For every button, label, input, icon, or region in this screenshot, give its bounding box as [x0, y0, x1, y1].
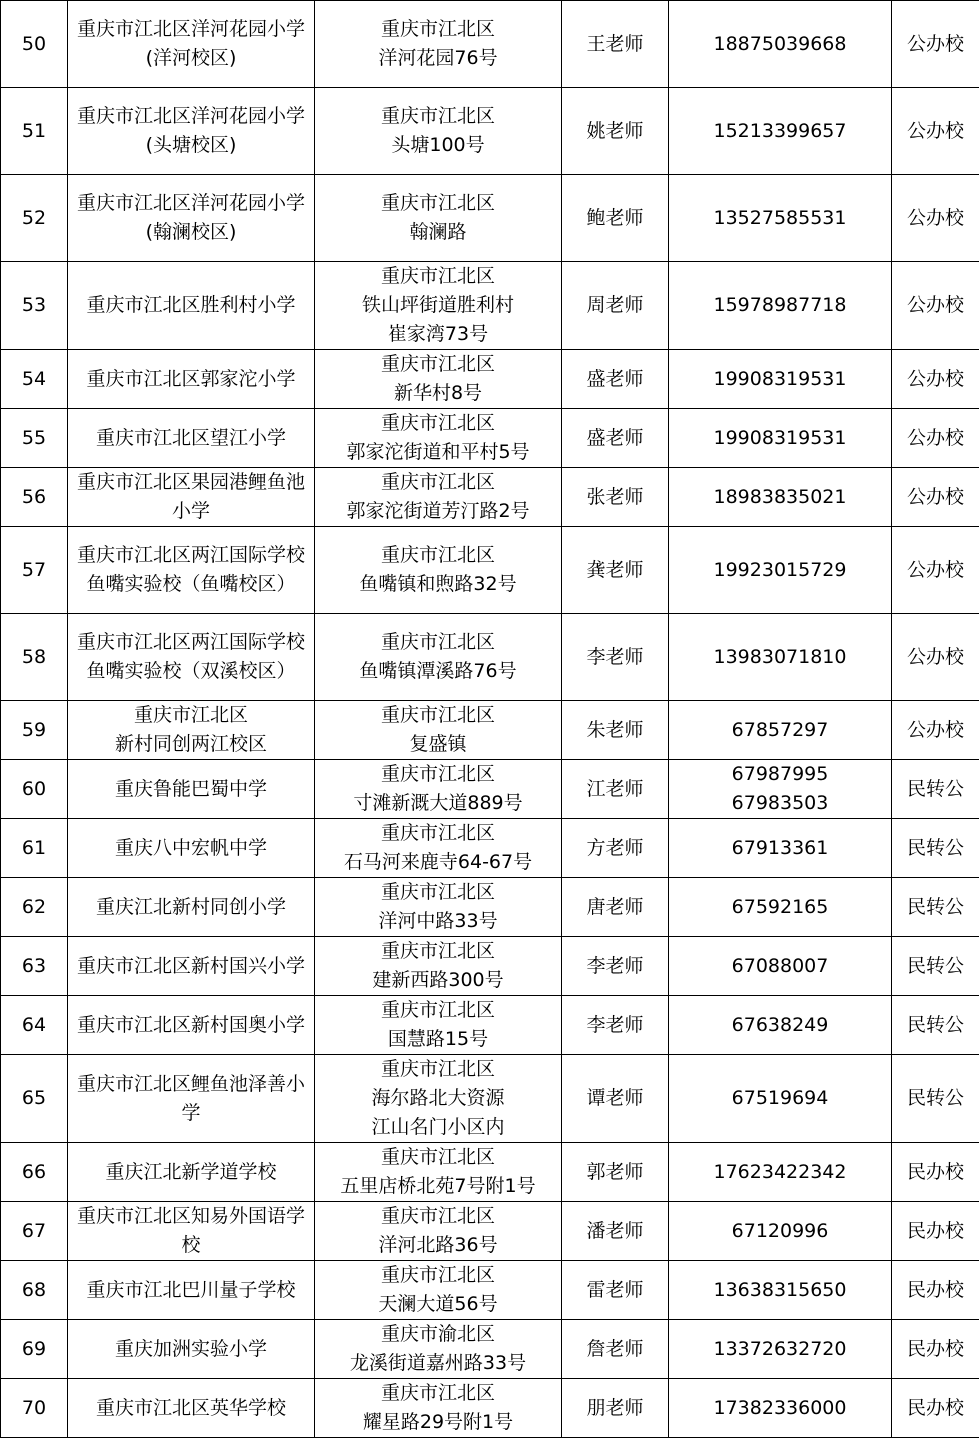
phone-number — [669, 996, 892, 1055]
phone-number — [669, 409, 892, 468]
school-name-line: 重庆市江北区胜利村小学 — [70, 291, 312, 320]
school-name-line: 重庆市江北区两江国际学校 — [70, 541, 312, 570]
table-row — [1, 468, 979, 527]
school-type: 民转公 — [892, 819, 979, 878]
phone-number — [669, 819, 892, 878]
school-address — [315, 1261, 562, 1320]
school-type: 公办校 — [892, 350, 979, 409]
phone-line: 13983071810 — [671, 643, 889, 672]
address-line: 重庆市江北区 — [317, 541, 559, 570]
row-number: 60 — [1, 760, 68, 819]
address-line: 建新西路300号 — [317, 966, 559, 995]
contact-person: 朱老师 — [562, 701, 669, 760]
phone-line: 15213399657 — [671, 117, 889, 146]
address-line: 郭家沱街道和平村5号 — [317, 438, 559, 467]
school-name-line: 重庆江北新村同创小学 — [70, 893, 312, 922]
phone-line: 19923015729 — [671, 556, 889, 585]
address-line: 重庆市江北区 — [317, 760, 559, 789]
phone-number — [669, 175, 892, 262]
contact-person: 王老师 — [562, 1, 669, 88]
phone-number — [669, 88, 892, 175]
address-line: 海尔路北大资源 — [317, 1084, 559, 1113]
address-line: 重庆市江北区 — [317, 819, 559, 848]
school-name — [68, 878, 315, 937]
phone-line: 13527585531 — [671, 204, 889, 233]
table-row — [1, 1320, 979, 1379]
contact-person: 盛老师 — [562, 409, 669, 468]
address-line: 国慧路15号 — [317, 1025, 559, 1054]
address-line: 重庆市江北区 — [317, 1379, 559, 1408]
phone-number — [669, 937, 892, 996]
school-address — [315, 527, 562, 614]
address-line: 重庆市江北区 — [317, 1055, 559, 1084]
school-name — [68, 937, 315, 996]
table-row — [1, 701, 979, 760]
address-line: 洋河北路36号 — [317, 1231, 559, 1260]
row-number: 50 — [1, 1, 68, 88]
school-name-line: 重庆市江北区 — [70, 701, 312, 730]
row-number: 63 — [1, 937, 68, 996]
school-address — [315, 1143, 562, 1202]
school-name-line: 新村同创两江校区 — [70, 730, 312, 759]
address-line: 郭家沱街道芳汀路2号 — [317, 497, 559, 526]
phone-line: 13638315650 — [671, 1276, 889, 1305]
address-line: 耀星路29号附1号 — [317, 1408, 559, 1437]
table-row — [1, 996, 979, 1055]
school-address — [315, 878, 562, 937]
school-address — [315, 1320, 562, 1379]
phone-line: 67983503 — [671, 789, 889, 818]
address-line: 新华村8号 — [317, 379, 559, 408]
address-line: 五里店桥北苑7号附1号 — [317, 1172, 559, 1201]
phone-number — [669, 468, 892, 527]
school-address — [315, 262, 562, 350]
school-name-line: 重庆市江北区郭家沱小学 — [70, 365, 312, 394]
phone-number — [669, 760, 892, 819]
row-number: 68 — [1, 1261, 68, 1320]
phone-number — [669, 1261, 892, 1320]
phone-line: 19908319531 — [671, 365, 889, 394]
row-number: 58 — [1, 614, 68, 701]
phone-number — [669, 1320, 892, 1379]
school-name — [68, 1320, 315, 1379]
school-name-line: 重庆市江北区望江小学 — [70, 424, 312, 453]
school-type: 民办校 — [892, 1379, 979, 1438]
school-name — [68, 350, 315, 409]
school-name — [68, 88, 315, 175]
school-name-line: 鱼嘴实验校（鱼嘴校区） — [70, 570, 312, 599]
phone-line: 67088007 — [671, 952, 889, 981]
school-name-line: 学 — [70, 1099, 312, 1128]
phone-number — [669, 1202, 892, 1261]
school-name — [68, 760, 315, 819]
table-row — [1, 1261, 979, 1320]
school-type: 公办校 — [892, 701, 979, 760]
school-name-line: 重庆市江北区知易外国语学 — [70, 1202, 312, 1231]
phone-number — [669, 350, 892, 409]
address-line: 重庆市江北区 — [317, 628, 559, 657]
contact-person: 唐老师 — [562, 878, 669, 937]
school-address — [315, 614, 562, 701]
school-name-line: 重庆市江北区英华学校 — [70, 1394, 312, 1423]
contact-person: 郭老师 — [562, 1143, 669, 1202]
contact-person: 谭老师 — [562, 1055, 669, 1143]
row-number: 56 — [1, 468, 68, 527]
address-line: 洋河中路33号 — [317, 907, 559, 936]
school-address — [315, 1055, 562, 1143]
school-address — [315, 937, 562, 996]
table-row — [1, 1379, 979, 1438]
table-row — [1, 614, 979, 701]
contact-person: 江老师 — [562, 760, 669, 819]
school-address — [315, 468, 562, 527]
contact-person: 姚老师 — [562, 88, 669, 175]
phone-number — [669, 878, 892, 937]
phone-line: 15978987718 — [671, 291, 889, 320]
row-number: 67 — [1, 1202, 68, 1261]
address-line: 崔家湾73号 — [317, 320, 559, 349]
school-address — [315, 701, 562, 760]
phone-number — [669, 1055, 892, 1143]
school-type: 公办校 — [892, 468, 979, 527]
address-line: 天澜大道56号 — [317, 1290, 559, 1319]
address-line: 洋河花园76号 — [317, 44, 559, 73]
phone-line: 18875039668 — [671, 30, 889, 59]
school-address — [315, 819, 562, 878]
phone-number — [669, 1143, 892, 1202]
row-number: 57 — [1, 527, 68, 614]
address-line: 重庆市江北区 — [317, 701, 559, 730]
school-type: 民办校 — [892, 1320, 979, 1379]
address-line: 重庆市江北区 — [317, 1202, 559, 1231]
table-row — [1, 1, 979, 88]
table-row — [1, 819, 979, 878]
phone-line: 19908319531 — [671, 424, 889, 453]
school-type: 民转公 — [892, 760, 979, 819]
phone-line: 13372632720 — [671, 1335, 889, 1364]
phone-line: 67987995 — [671, 760, 889, 789]
table-body — [1, 1, 979, 1438]
table-row — [1, 1143, 979, 1202]
contact-person: 雷老师 — [562, 1261, 669, 1320]
school-name — [68, 409, 315, 468]
school-name — [68, 1261, 315, 1320]
row-number: 69 — [1, 1320, 68, 1379]
school-name — [68, 468, 315, 527]
school-name-line: (翰澜校区) — [70, 218, 312, 247]
contact-person: 龚老师 — [562, 527, 669, 614]
phone-line: 18983835021 — [671, 483, 889, 512]
address-line: 重庆市江北区 — [317, 102, 559, 131]
school-name-line: 重庆八中宏帆中学 — [70, 834, 312, 863]
row-number: 61 — [1, 819, 68, 878]
phone-line: 67857297 — [671, 716, 889, 745]
contact-person: 李老师 — [562, 937, 669, 996]
school-type: 民转公 — [892, 996, 979, 1055]
phone-number — [669, 614, 892, 701]
address-line: 重庆市江北区 — [317, 350, 559, 379]
address-line: 重庆市江北区 — [317, 937, 559, 966]
table-row — [1, 350, 979, 409]
address-line: 重庆市江北区 — [317, 409, 559, 438]
address-line: 重庆市江北区 — [317, 1261, 559, 1290]
address-line: 铁山坪街道胜利村 — [317, 291, 559, 320]
school-address — [315, 1202, 562, 1261]
phone-line: 67120996 — [671, 1217, 889, 1246]
address-line: 重庆市江北区 — [317, 468, 559, 497]
phone-line: 67519694 — [671, 1084, 889, 1113]
address-line: 复盛镇 — [317, 730, 559, 759]
contact-person: 詹老师 — [562, 1320, 669, 1379]
school-type: 民办校 — [892, 1143, 979, 1202]
school-name-line: 校 — [70, 1231, 312, 1260]
school-type: 民办校 — [892, 1202, 979, 1261]
school-name-line: (头塘校区) — [70, 131, 312, 160]
table-row — [1, 1202, 979, 1261]
address-line: 鱼嘴镇潭溪路76号 — [317, 657, 559, 686]
table-row — [1, 527, 979, 614]
school-name — [68, 996, 315, 1055]
school-name — [68, 614, 315, 701]
school-name — [68, 1202, 315, 1261]
address-line: 江山名门小区内 — [317, 1113, 559, 1142]
school-type: 民转公 — [892, 1055, 979, 1143]
school-name — [68, 527, 315, 614]
address-line: 重庆市江北区 — [317, 996, 559, 1025]
row-number: 66 — [1, 1143, 68, 1202]
school-address — [315, 760, 562, 819]
row-number: 70 — [1, 1379, 68, 1438]
phone-number — [669, 262, 892, 350]
school-type: 公办校 — [892, 88, 979, 175]
school-address — [315, 350, 562, 409]
table-row — [1, 88, 979, 175]
school-address — [315, 409, 562, 468]
contact-person: 鲍老师 — [562, 175, 669, 262]
row-number: 62 — [1, 878, 68, 937]
table-row — [1, 409, 979, 468]
phone-line: 17623422342 — [671, 1158, 889, 1187]
school-type: 民办校 — [892, 1261, 979, 1320]
address-line: 龙溪街道嘉州路33号 — [317, 1349, 559, 1378]
school-type: 民转公 — [892, 878, 979, 937]
contact-person: 朋老师 — [562, 1379, 669, 1438]
row-number: 59 — [1, 701, 68, 760]
school-name-line: 重庆市江北巴川量子学校 — [70, 1276, 312, 1305]
address-line: 翰澜路 — [317, 218, 559, 247]
school-name — [68, 701, 315, 760]
address-line: 重庆市江北区 — [317, 262, 559, 291]
school-name — [68, 1379, 315, 1438]
phone-line: 17382336000 — [671, 1394, 889, 1423]
school-name-line: 重庆江北新学道学校 — [70, 1158, 312, 1187]
row-number: 65 — [1, 1055, 68, 1143]
table-row — [1, 937, 979, 996]
address-line: 重庆市江北区 — [317, 189, 559, 218]
address-line: 重庆市江北区 — [317, 1143, 559, 1172]
address-line: 寸滩新溉大道889号 — [317, 789, 559, 818]
table-row — [1, 175, 979, 262]
phone-number — [669, 527, 892, 614]
row-number: 55 — [1, 409, 68, 468]
table-row — [1, 1055, 979, 1143]
phone-number — [669, 701, 892, 760]
contact-person: 潘老师 — [562, 1202, 669, 1261]
school-name-line: 重庆市江北区鲤鱼池泽善小 — [70, 1070, 312, 1099]
school-address — [315, 1, 562, 88]
school-type: 公办校 — [892, 1, 979, 88]
phone-line: 67592165 — [671, 893, 889, 922]
table-row — [1, 760, 979, 819]
phone-line: 67913361 — [671, 834, 889, 863]
school-name-line: 小学 — [70, 497, 312, 526]
school-name-line: 重庆市江北区果园港鲤鱼池 — [70, 468, 312, 497]
school-type: 民转公 — [892, 937, 979, 996]
phone-line: 67638249 — [671, 1011, 889, 1040]
school-type: 公办校 — [892, 175, 979, 262]
school-name-line: 重庆市江北区洋河花园小学 — [70, 102, 312, 131]
phone-number — [669, 1, 892, 88]
school-address — [315, 88, 562, 175]
school-name-line: 重庆市江北区洋河花园小学 — [70, 189, 312, 218]
school-name-line: 重庆市江北区两江国际学校 — [70, 628, 312, 657]
school-name-line: 重庆市江北区洋河花园小学 — [70, 15, 312, 44]
row-number: 51 — [1, 88, 68, 175]
row-number: 53 — [1, 262, 68, 350]
contact-person: 张老师 — [562, 468, 669, 527]
phone-number — [669, 1379, 892, 1438]
table-row — [1, 262, 979, 350]
school-type: 公办校 — [892, 409, 979, 468]
school-type: 公办校 — [892, 262, 979, 350]
school-address — [315, 1379, 562, 1438]
row-number: 52 — [1, 175, 68, 262]
address-line: 重庆市渝北区 — [317, 1320, 559, 1349]
school-name-line: (洋河校区) — [70, 44, 312, 73]
address-line: 头塘100号 — [317, 131, 559, 160]
school-name-line: 重庆市江北区新村国兴小学 — [70, 952, 312, 981]
school-name-line: 重庆市江北区新村国奥小学 — [70, 1011, 312, 1040]
table-row — [1, 878, 979, 937]
contact-person: 李老师 — [562, 614, 669, 701]
school-address — [315, 996, 562, 1055]
school-name-line: 重庆加洲实验小学 — [70, 1335, 312, 1364]
school-name — [68, 1143, 315, 1202]
address-line: 鱼嘴镇和煦路32号 — [317, 570, 559, 599]
contact-person: 周老师 — [562, 262, 669, 350]
row-number: 54 — [1, 350, 68, 409]
school-name — [68, 1055, 315, 1143]
contact-person: 盛老师 — [562, 350, 669, 409]
school-type: 公办校 — [892, 614, 979, 701]
row-number: 64 — [1, 996, 68, 1055]
address-line: 石马河来鹿寺64-67号 — [317, 848, 559, 877]
school-address — [315, 175, 562, 262]
school-name — [68, 262, 315, 350]
school-name — [68, 1, 315, 88]
address-line: 重庆市江北区 — [317, 878, 559, 907]
school-name-line: 重庆鲁能巴蜀中学 — [70, 775, 312, 804]
contact-person: 方老师 — [562, 819, 669, 878]
address-line: 重庆市江北区 — [317, 15, 559, 44]
school-name — [68, 819, 315, 878]
school-name-line: 鱼嘴实验校（双溪校区） — [70, 657, 312, 686]
school-type: 公办校 — [892, 527, 979, 614]
school-name — [68, 175, 315, 262]
contact-person: 李老师 — [562, 996, 669, 1055]
